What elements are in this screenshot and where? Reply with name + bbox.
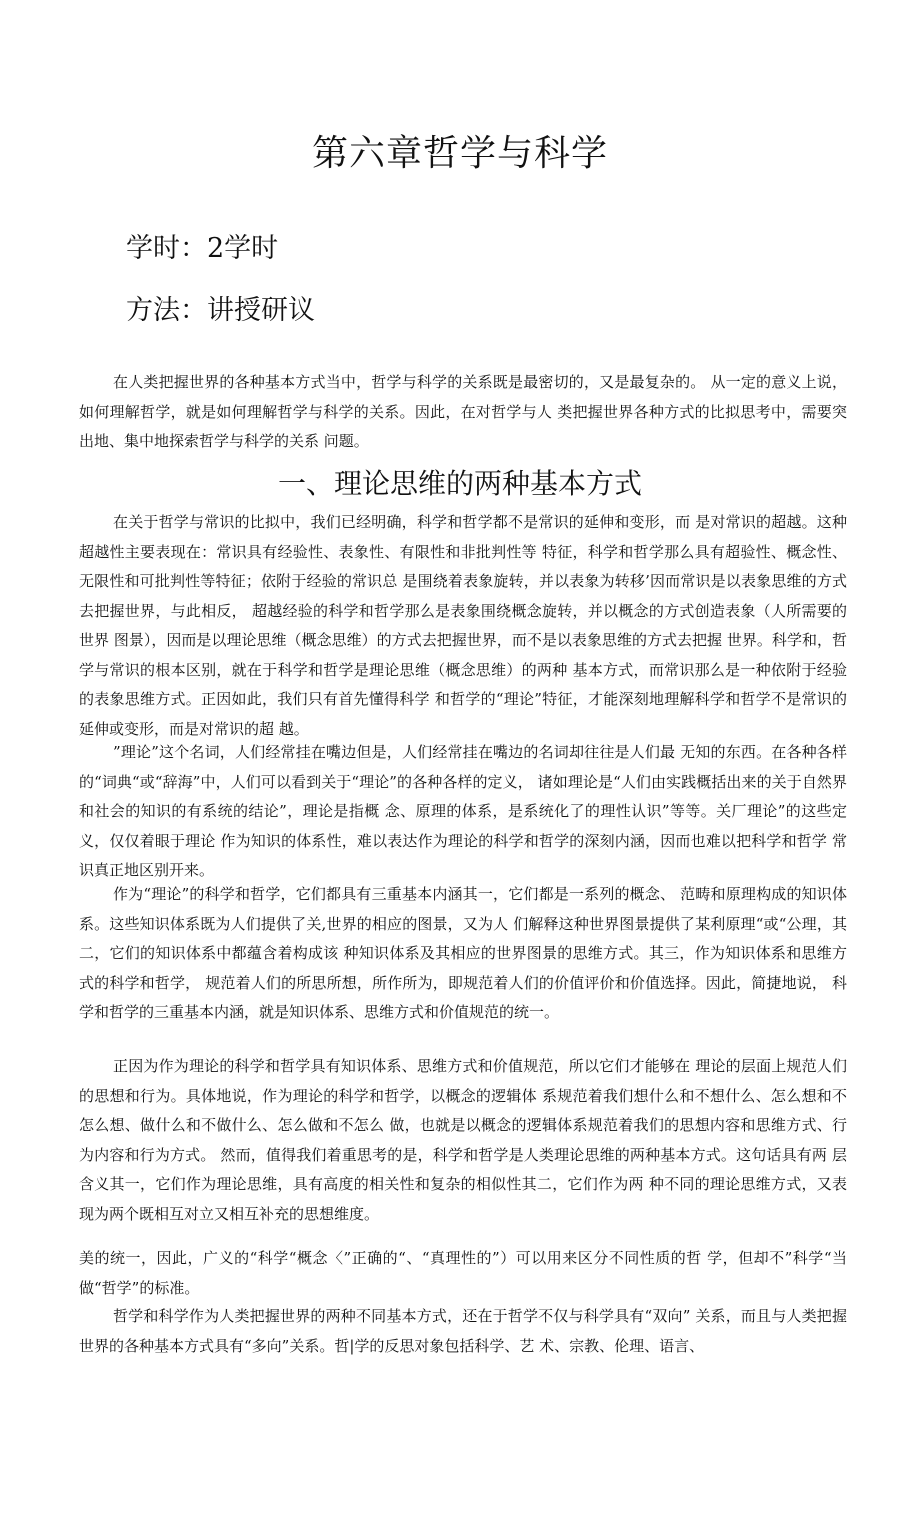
body-paragraph: ”理论”这个名词，人们经常挂在嘴边但是，人们经常挂在嘴边的名词却往往是人们最 无知的东西。在各种各样的“词典“或“辞海”中，人们可以看到关于“理论”的各种各样的定义， 诸如理论是“人们由实践概括出来的关于自然界和社会的知识的有系统的结论”，理论是指概 念、原理的体系，是系统化了的理性认识”等等。关厂理论”的这些定义，仅仅着眼于理论 作为知识的体系性，难以表达作为理论的科学和哲学的深刻内涵，因而也难以把科学和哲学 常识真正地区别开来。 xyxy=(79,743,847,879)
body-paragraph: 哲学和科学作为人类把握世界的两种不同基本方式，还在于哲学不仅与科学具有“双向” 关系，而且与人类把握世界的各种基本方式具有“多向”关系。哲|学的反思对象包括科学、艺 术、宗教、伦理、语言、 xyxy=(79,1307,847,1355)
intro-paragraph: 在人类把握世界的各种基本方式当中，哲学与科学的关系既是最密切的，又是最复杂的。 从一定的意义上说，如何理解哲学，就是如何理解哲学与科学的关系。因此，在对哲学与人 类把握世界各种方式的比拟思考中，需要突出地、集中地探索哲学与科学的关系 问题。 xyxy=(79,373,847,450)
class-hours-line: 学时：2学时 xyxy=(126,233,279,264)
body-paragraph: 在关于哲学与常识的比拟中，我们已经明确，科学和哲学都不是常识的延伸和变形，而 是对常识的超越。这种超越性主要表现在：常识具有经验性、表象性、有限性和非批判性等 特征，科学和哲学那么具有超验性、概念性、无限性和可批判性等特征；依附于经验的常识总 是围绕着表象旋转，并以表象为转移’因而常识是以表象思维的方式去把握世界，与此相反， 超越经验的科学和哲学那么是表象围绕概念旋转，并以概念的方式创造表象（人所需要的世界 图景），因而是以理论思维（概念思维）的方式去把握世界，而不是以表象思维的方式去把握 世界。科学和，哲学与常识的根本区别，就在于科学和哲学是理论思维（概念思维）的两种 基本方式，而常识那么是一种依附于经验的表象思维方式。正因如此，我们只有首先懂得科学 和哲学的“理论”特征，才能深刻地理解科学和哲学不是常识的延伸或变形，而是对常识的超 越。 xyxy=(79,513,847,738)
teaching-method-line: 方法：讲授研议 xyxy=(126,295,315,326)
body-paragraph: 作为“理论”的科学和哲学，它们都具有三重基本内涵其一，它们都是一系列的概念、 范畴和原理构成的知识体系。这些知识体系既为人们提供了关,世界的相应的图景，又为人 们解释这种世界图景提供了某利原理“或“公理，其二，它们的知识体系中都蕴含着构成该 种知识体系及其相应的世界图景的思维方式。其三，作为知识体系和思维方式的科学和哲学， 规范着人们的所思所想，所作所为，即规范着人们的价值评价和价值选择。因此，简捷地说， 科学和哲学的三重基本内涵，就是知识体系、思维方式和价值规范的统一。 xyxy=(79,885,847,1021)
chapter-title: 第六章哲学与科学 xyxy=(311,133,608,174)
body-paragraph: 美的统一，因此，广义的“科学“概念〈”正确的“、“真理性的”）可以用来区分不同性质的哲 学，但却不”科学“当做“哲学”的标准。 xyxy=(79,1249,847,1297)
body-paragraph: 正因为作为理论的科学和哲学具有知识体系、思维方式和价值规范，所以它们才能够在 理论的层面上规范人们的思想和行为。具体地说，作为理论的科学和哲学，以概念的逻辑体 系规范着我们想什么和不想什么、怎么想和不怎么想、做什么和不做什么、怎么做和不怎么 做，也就是以概念的逻辑体系规范着我们的思想内容和思维方式、行为内容和行为方式。 然而，值得我们着重思考的是，科学和哲学是人类理论思维的两种基本方式。这句话具有两 层含义其一，它们作为理论思维，具有高度的相关性和复杂的相似性其二，它们作为两 种不同的理论思维方式，又表现为两个既相互对立又相互补充的思想维度。 xyxy=(79,1057,847,1223)
section-heading: 一、理论思维的两种基本方式 xyxy=(277,467,642,500)
